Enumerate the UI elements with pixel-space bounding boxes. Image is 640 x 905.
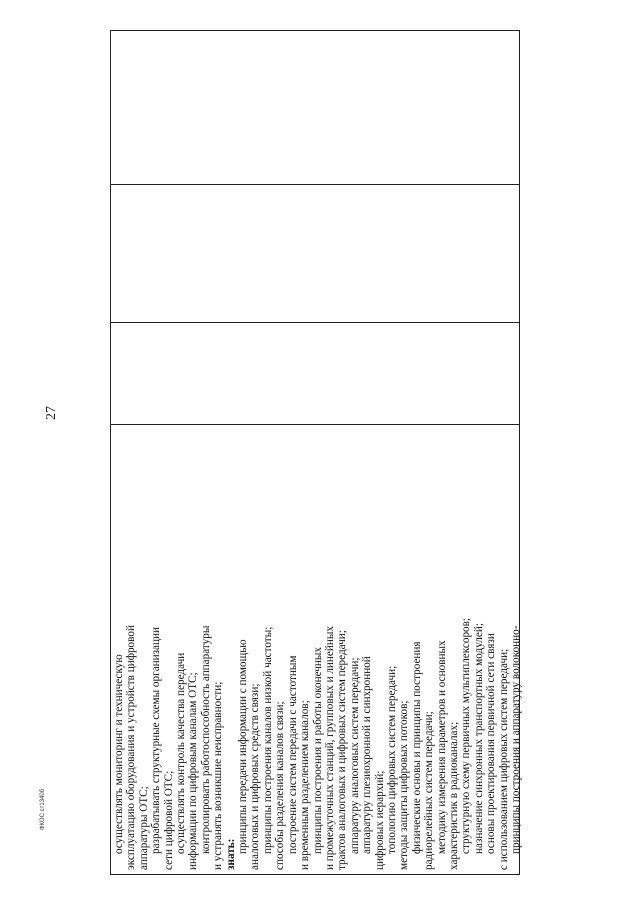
text-line: принципы передачи информации с помощью [237, 639, 250, 854]
text-line: характеристик в радиоканалах; [447, 721, 460, 870]
text-line: принципы построения каналов низкой частоты; [261, 626, 274, 854]
text-line: основы проектирования первичной сети связи [485, 633, 498, 854]
text-line: построение систем передачи с частотным [286, 655, 299, 854]
text-line: знать: [224, 838, 237, 870]
empty-cell-1 [111, 322, 519, 424]
text-line: физические основы и принципы построения [410, 641, 423, 854]
text-line: назначение синхронных транспортных модулей; [472, 623, 485, 854]
text-line: разрабатывать структурные схемы организации [150, 627, 163, 854]
text-line: аналоговых и цифровых средств связи; [249, 683, 262, 870]
text-line: контролировать работоспособность аппаратуры [199, 625, 212, 854]
empty-cell-2 [111, 184, 519, 322]
page-number: 27 [44, 406, 59, 420]
text-line: аппаратуры ОТС; [137, 786, 150, 870]
text-line: и временным разделением каналов; [299, 700, 312, 870]
text-line: принципы построения и аппаратуру волоконно- [510, 625, 522, 854]
text-line: информации по цифровым каналам ОТС; [187, 672, 200, 870]
competency-table [110, 30, 520, 875]
text-line: цифровых иерархий; [373, 770, 386, 870]
text-line: топологию цифровых систем передачи; [385, 665, 398, 854]
text-line: структурную схему первичных мультиплексоров; [460, 617, 473, 854]
text-line: аппаратуру плезиохронной и синхронной [361, 656, 374, 854]
rotated-table-region [110, 30, 520, 875]
text-line: принципы построения и работы оконечных [311, 646, 324, 854]
empty-cell-3 [111, 31, 519, 184]
text-line: методы защиты цифровых потоков; [398, 700, 411, 870]
text-line: трактов аналоговых и цифровых систем передачи; [336, 630, 349, 870]
text-line: способы разделения каналов связи; [274, 701, 287, 870]
footer-stamp: ФКОС ст1340б [40, 788, 46, 830]
text-line: с использованием цифровых систем передачи; [497, 648, 510, 870]
text-line: осуществлять контроль качества передачи [175, 652, 188, 854]
text-line: осуществлять мониторинг и техническую [113, 654, 125, 854]
text-line: методику измерения параметров и основных [435, 640, 448, 854]
text-line: и устранять возникшие неисправности; [212, 681, 225, 870]
text-line: аппаратуру аналоговых систем передачи; [348, 657, 361, 854]
text-line: сети цифровой ОТС; [162, 770, 175, 870]
text-line: и промежуточных станций, групповых и линейных [323, 626, 336, 870]
text-line: эксплуатацию оборудования и устройств цифровой [125, 625, 138, 870]
skills-knowledge-cell [111, 424, 522, 874]
text-line: радиорелейных систем передачи; [423, 711, 436, 870]
